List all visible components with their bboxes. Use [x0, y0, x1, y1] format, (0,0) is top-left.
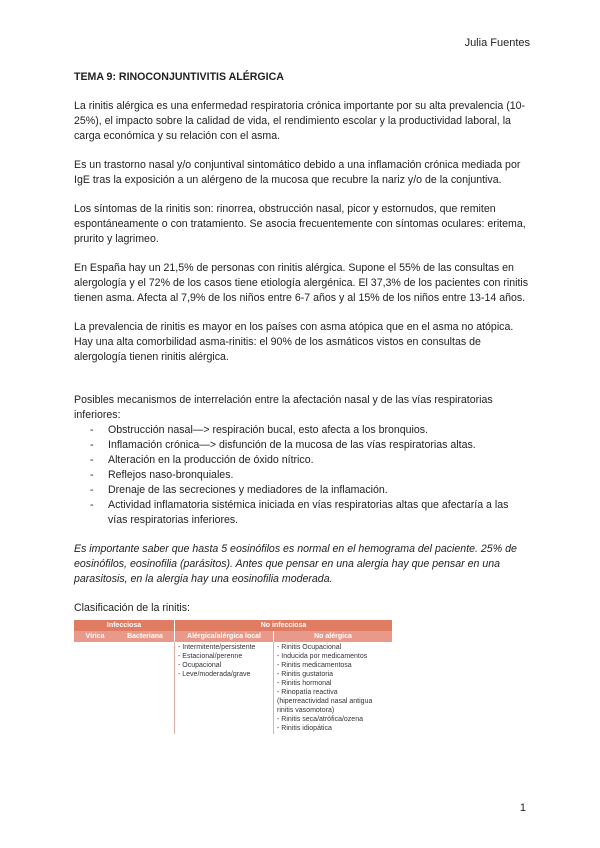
list-item: - Inducida por medicamentos [277, 653, 368, 660]
paragraph-definition: Es un trastorno nasal y/o conjuntival sintomático debido a una inflamación crónica mediada por IgE tras la exposición a un alérgeno de la mucosa que recubre la nariz y/o de la conjuntiva. [74, 159, 521, 186]
header-infecciosa: Infecciosa [74, 620, 175, 631]
list-item: - Reflejos naso-bronquiales. [108, 468, 530, 483]
header-virica: Vírica [74, 631, 116, 642]
cell-no-alergica [274, 642, 393, 734]
paragraph-intro: La rinitis alérgica es una enfermedad respiratoria crónica importante por su alta prevalencia (10-25%), el impacto sobre la calidad de vida, el rendimiento escolar y la productividad laboral, la carga económica y su relación con el asma. [74, 100, 526, 142]
mechanisms-intro: Posibles mecanismos de interrelación entre la afectación nasal y de las vías respiratorias inferiores: [74, 394, 493, 421]
header-bacteriana: Bacteriana [116, 631, 175, 642]
classification-label: Clasificación de la rinitis: [74, 602, 190, 614]
paragraph-epidemiology: En España hay un 21,5% de personas con rinitis alérgica. Supone el 55% de las consultas en alergología y el 72% de los casos tiene etiología alergénica. El 37,3% de los pacientes con rinitis tienen asma. Afecta al 7,9% de los niños entre 6-7 años y al 15% de los niños entre 13-14 años. [74, 262, 529, 304]
document-body [74, 70, 530, 734]
list-item: - Inflamación crónica—> disfunción de la mucosa de las vías respiratorias altas. [108, 438, 530, 453]
list-item: - Intermitente/persistente [178, 644, 256, 651]
cell-alergica [175, 642, 274, 734]
header-no-infecciosa: No infecciosa [175, 620, 393, 631]
list-item: - Leve/moderada/grave [178, 671, 251, 678]
list-item: - Rinitis hormonal [277, 680, 332, 687]
list-item: - Ocupacional [178, 662, 222, 669]
header-alergica: Alérgica/alérgica local [175, 631, 274, 642]
page-title: TEMA 9: RINOCONJUNTIVITIS ALÉRGICA [74, 71, 284, 83]
cell-virica [74, 642, 116, 734]
list-item: - Drenaje de las secreciones y mediadores de la inflamación. [108, 483, 530, 498]
paragraph-prevalence: La prevalencia de rinitis es mayor en los países con asma atópica que en el asma no atópica. Hay una alta comorbilidad asma-rinitis: el 90% de los asmáticos vistos en consultas de alergología tienen rinitis alérgica. [74, 321, 514, 363]
list-item: - Rinitis Ocupacional [277, 644, 342, 651]
list-item: - Rinitis seca/atrófica/ozena [277, 716, 363, 723]
list-item: - Rinitis medicamentosa [277, 662, 352, 669]
list-item: - Rinitis idiopática [277, 725, 332, 732]
list-item: - Estacional/perenne [178, 653, 243, 660]
list-item: - Obstrucción nasal—> respiración bucal, esto afecta a los bronquios. [108, 423, 530, 438]
paragraph-symptoms: Los síntomas de la rinitis son: rinorrea, obstrucción nasal, picor y estornudos, que remiten espontáneamente o con tratamiento. Se asocia frecuentemente con síntomas oculares: eritema, prurito y lagrimeo. [74, 203, 526, 245]
mechanisms-list [74, 423, 530, 528]
cell-bacteriana [116, 642, 175, 734]
header-no-alergica: No alérgica [274, 631, 393, 642]
list-item: - Alteración en la producción de óxido nítrico. [108, 453, 530, 468]
page-number: 1 [519, 802, 526, 814]
eosinophil-note: Es importante saber que hasta 5 eosinófilos es normal en el hemograma del paciente. 25% de eosinófilos, eosinofilia (parásitos). Antes que pensar en una alergia hay que pensar en una parasitosis, en la alergia hay una eosinofilia moderada. [74, 543, 517, 585]
list-item: - Rinopatía reactiva (hiperreactividad nasal antigua rinitis vasomotora) [277, 689, 373, 714]
classification-table [74, 620, 392, 734]
author-name: Julia Fuentes [464, 37, 530, 49]
list-item: - Actividad inflamatoria sistémica iniciada en vías respiratorias altas que afectaría a las vías respiratorias inferiores. [108, 498, 530, 528]
list-item: - Rinitis gustatoria [277, 671, 334, 678]
